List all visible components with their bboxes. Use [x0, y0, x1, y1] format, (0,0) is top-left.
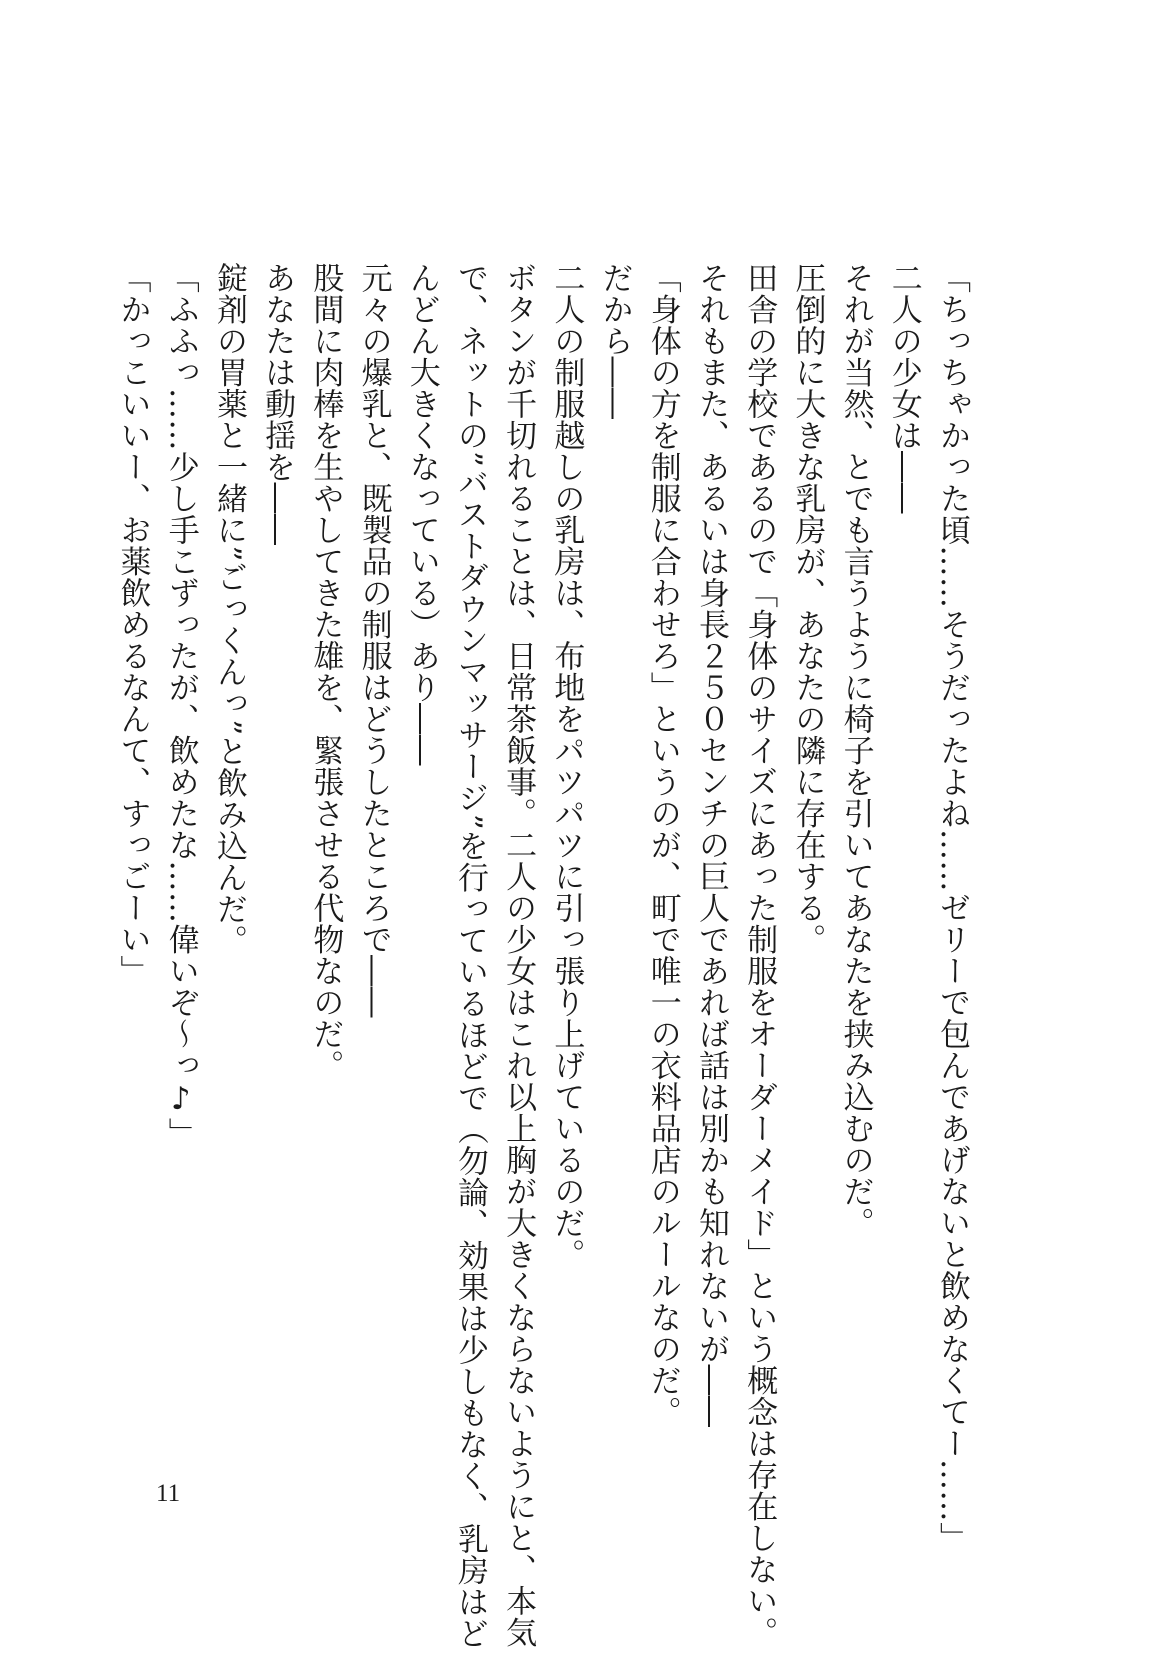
text-line: 二人の制服越しの乳房は、布地をパツパツに引っ張り上げているのだ。 [548, 262, 585, 1270]
text-line: それが当然、とでも言うように椅子を引いてあなたを挟み込むのだ。 [837, 262, 874, 1239]
text-line: 「ふふっ……少し手こずったが、飲めたな……偉いぞ～っ♪」 [162, 262, 199, 1149]
text-line: で、ネットの”バストダウンマッサージ”を行っているほどで（勿論、効果は少しもなく、乳房はど [451, 262, 488, 1650]
text-line: だから―― [596, 262, 633, 420]
text-line: 田舎の学校であるので「身体のサイズにあった制服をオーダーメイド」という概念は存在しない。 [741, 262, 778, 1648]
text-line: 元々の爆乳と、既製品の制服はどうしたところで―― [355, 262, 392, 1018]
text-line: あなたは動揺を―― [259, 262, 296, 546]
text-line: 股間に肉棒を生やしてきた雄を、緊張させる代物なのだ。 [307, 262, 344, 1081]
text-line: 「身体の方を制服に合わせろ」というのが、町で唯一の衣料品店のルールなのだ。 [644, 262, 681, 1428]
text-line: 錠剤の胃薬と一緒に”ごっくんっ”と飲み込んだ。 [210, 262, 247, 957]
text-line: 圧倒的に大きな乳房が、あなたの隣に存在する。 [789, 262, 826, 955]
text-line: ボタンが千切れることは、日常茶飯事。二人の少女はこれ以上胸が大きくならないようにと、本気 [500, 262, 537, 1648]
text-line: 二人の少女は―― [885, 262, 922, 514]
page-number: 11 [156, 1480, 181, 1507]
text-line: 「ちっちゃかった頃……そうだったよね……ゼリーで包んであげないと飲めなくてー……」 [934, 262, 970, 1554]
text-line: それもまた、あるいは身長２５０センチの巨人であれば話は別かも知れないが―― [692, 262, 729, 1428]
text-line: 「かっこいいー、お薬飲めるなんて、すっごーい」 [114, 262, 151, 987]
text-line: んどん大きくなっている）あり―― [403, 262, 440, 766]
